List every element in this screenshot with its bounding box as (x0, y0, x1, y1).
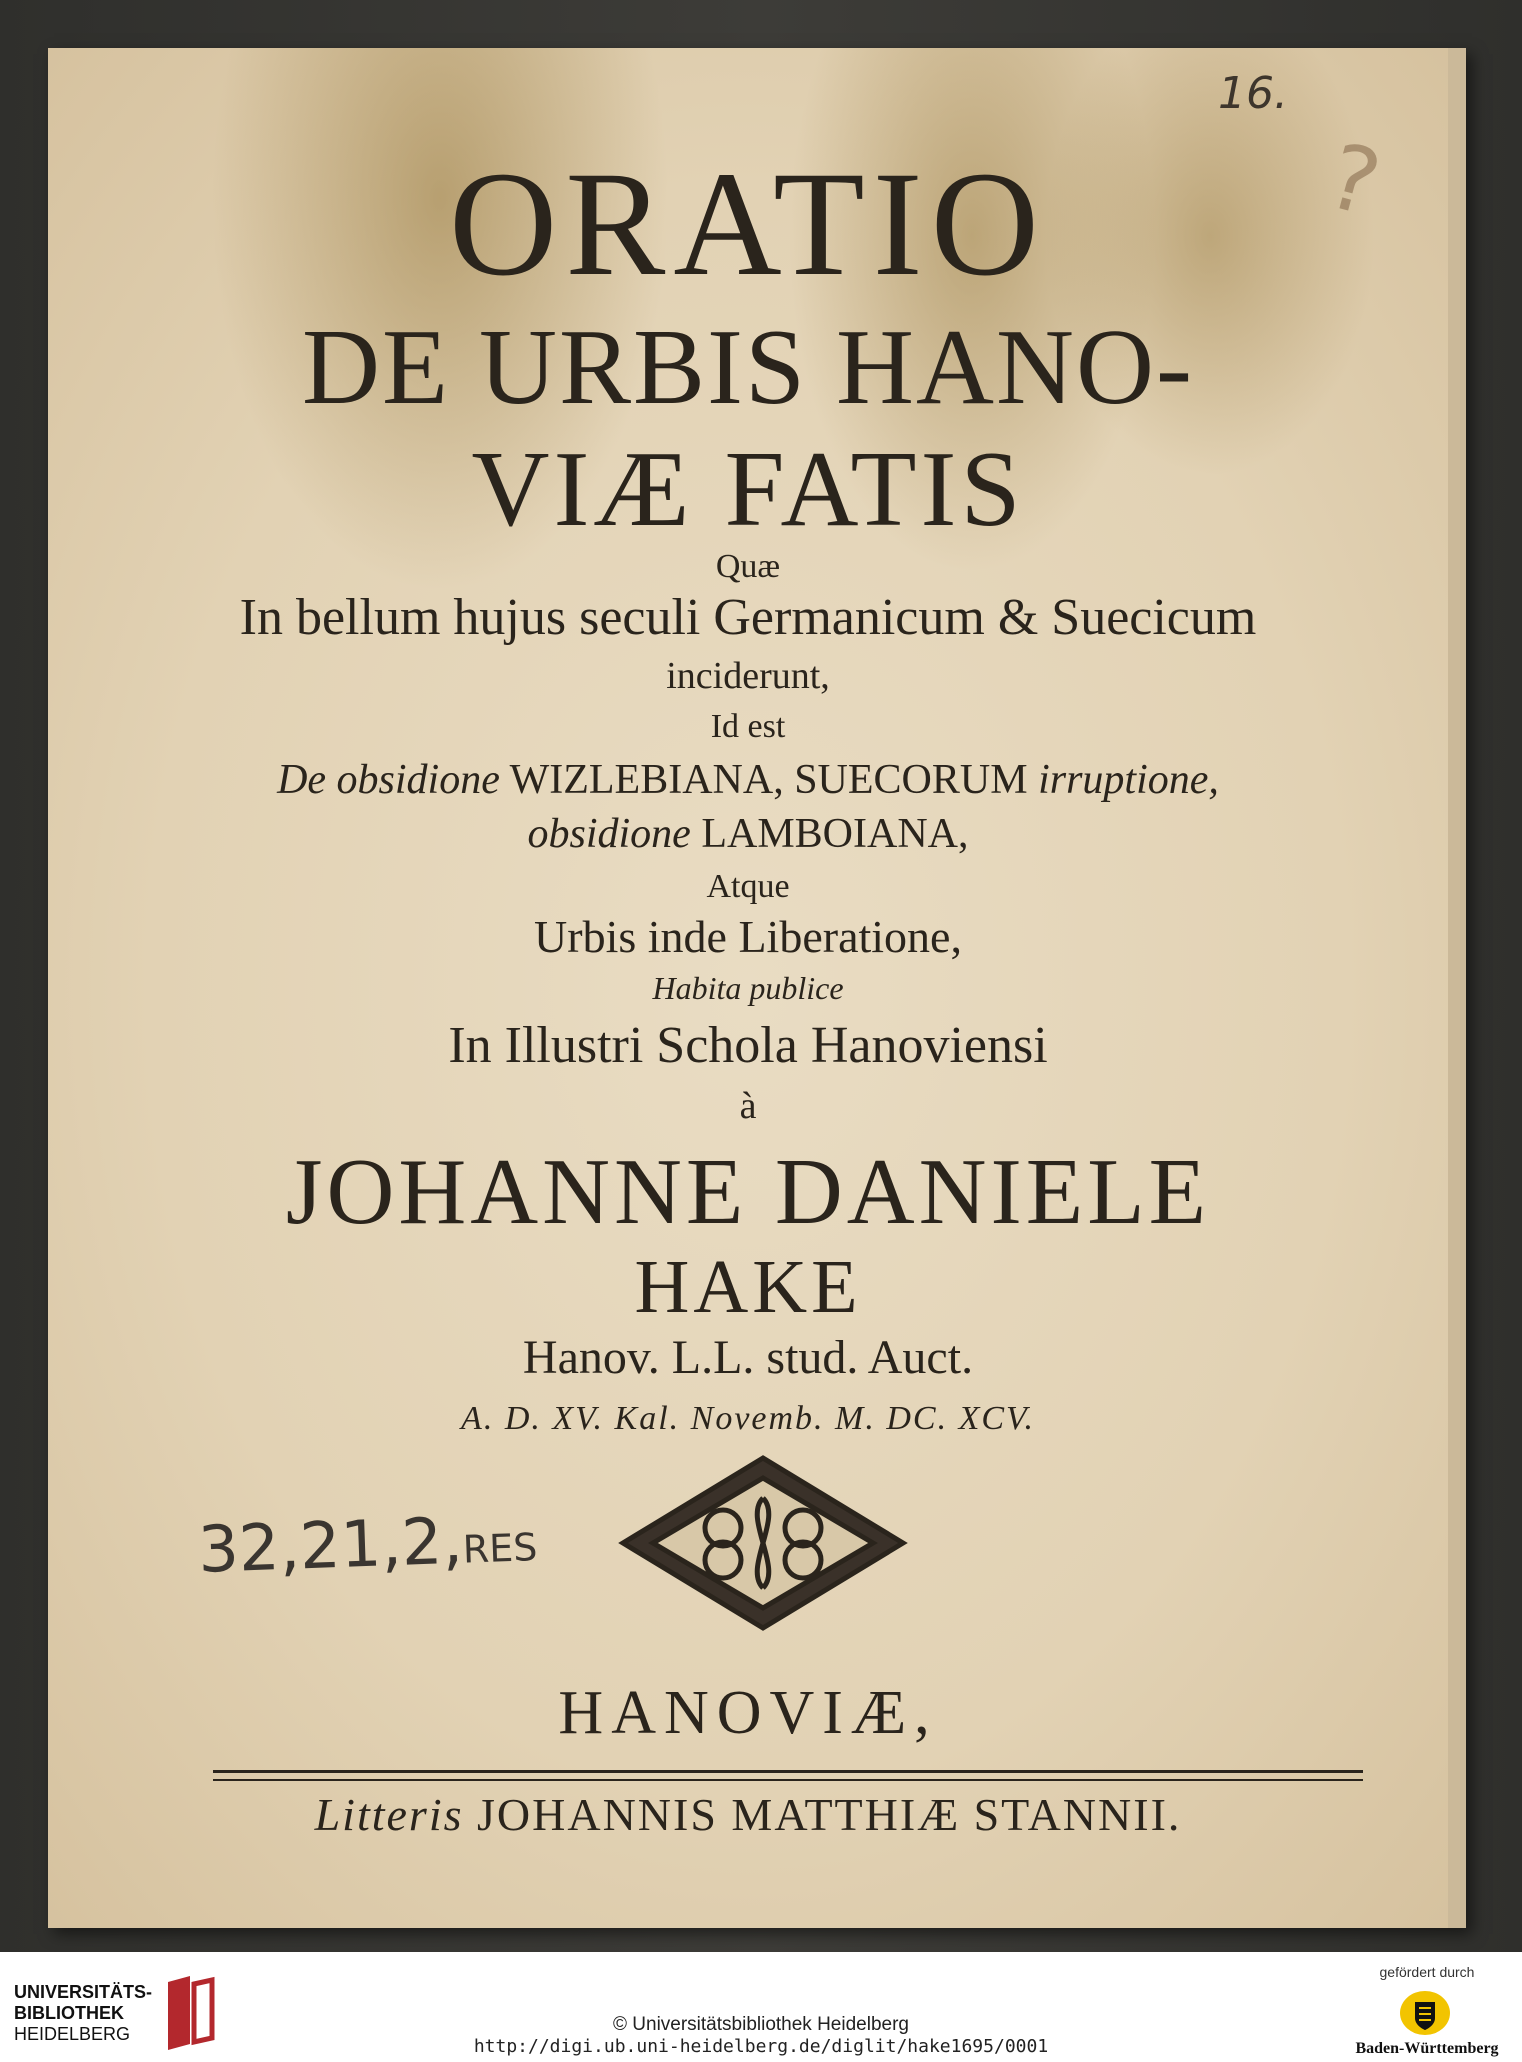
text-irruptione: irruptione, (1038, 757, 1219, 803)
text-lamboiana: LAMBOIANA, (701, 811, 969, 857)
text-a: à (739, 1085, 757, 1127)
text-de-obsidione (48, 756, 1448, 804)
printer-litteris: Litteris (314, 1789, 464, 1840)
printer-name: JOHANNIS MATTHIÆ STANNII. (477, 1789, 1182, 1840)
shelfmark-annotation (197, 1502, 539, 1588)
funded-by-label: gefördert durch (1379, 1964, 1475, 1980)
text-obsidione-lamboiana (48, 810, 1448, 858)
text-schola: In Illustri Schola Hanoviensi (448, 1017, 1048, 1074)
state-seal-icon (1398, 1986, 1452, 2040)
text-id-est: Id est (710, 708, 786, 745)
library-line-2: BIBLIOTHEK (14, 2003, 124, 2023)
author-affiliation: Hanov. L.L. stud. Auct. (522, 1331, 974, 1384)
imprint-printer (48, 1788, 1448, 1841)
title-line-2: DE URBIS HANO- (302, 308, 1194, 427)
publication-date: A. D. XV. Kal. Novemb. M. DC. XCV. (461, 1400, 1035, 1437)
imprint-rule (213, 1770, 1363, 1781)
text-urbis-liberatione: Urbis inde Liberatione, (534, 911, 962, 962)
text-inciderunt: inciderunt, (666, 655, 830, 697)
author-surname: HAKE (634, 1245, 862, 1329)
printer-ornament-icon (613, 1448, 913, 1638)
copyright-text: © Universitätsbibliothek Heidelberg (613, 2014, 909, 2035)
imprint-place: HANOVIÆ, (558, 1679, 938, 1747)
library-line-3: HEIDELBERG (14, 2024, 131, 2044)
text-in-bellum: In bellum hujus seculi Germanicum & Suecicum (239, 589, 1257, 646)
shelfmark-number: 32,21,2, (196, 1504, 464, 1588)
pencil-mark-icon: ? (1317, 123, 1391, 238)
text-de-obsidione-italic: De obsidione (277, 757, 500, 803)
text-habita-publice: Habita publice (652, 970, 844, 1006)
title-line-3: VIÆ FATIS (471, 430, 1025, 549)
author-name: JOHANNE DANIELE (285, 1140, 1211, 1244)
permalink[interactable]: http://digi.ub.uni-heidelberg.de/diglit/hake1695/0001 (473, 2036, 1049, 2057)
text-quae: Quæ (715, 548, 781, 585)
library-line-1: UNIVERSITÄTS- (14, 1982, 153, 2002)
folio-number: 16. (1218, 68, 1288, 119)
title-page (48, 48, 1466, 1928)
funder-name: Baden-Württemberg (1355, 2040, 1499, 2057)
text-atque: Atque (706, 868, 790, 905)
text-obsidione-italic: obsidione (527, 811, 691, 857)
shelfmark-res: RES (462, 1525, 539, 1572)
footer-bar (0, 1952, 1522, 2062)
title-line-1: ORATIO (449, 141, 1047, 307)
text-wizlebiana: WIZLEBIANA, SUECORUM (509, 757, 1028, 803)
